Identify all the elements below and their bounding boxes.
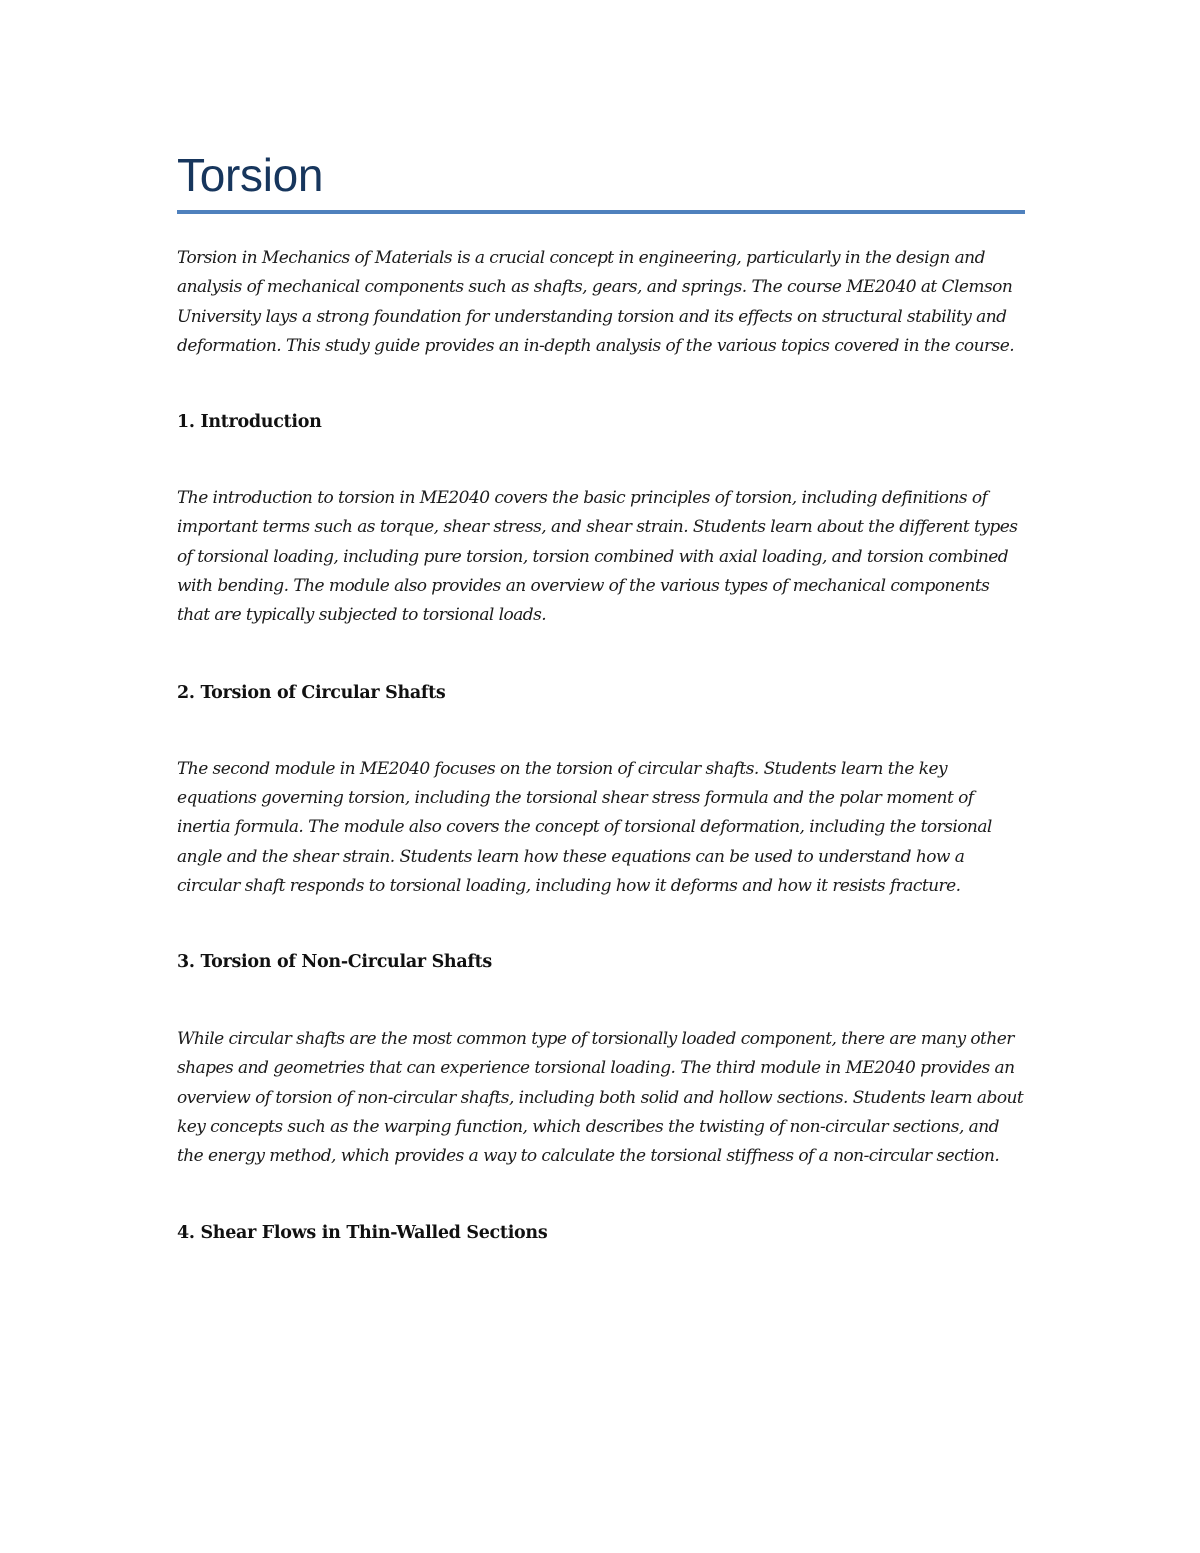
section-introduction	[177, 407, 1025, 630]
document-content	[177, 145, 1025, 1248]
document-title: Torsion	[177, 149, 324, 201]
section-body: While circular shafts are the most common type of torsionally loaded component, there are many other shapes and geometries that can experience torsional loading. The third module in ME2040 provides an overview of torsion of non-circular shafts, including both solid and hollow sections. Students learn about key concepts such as the warping function, which describes the twisting of non-circular sections, and the energy method, which provides a way to calculate the torsional stiffness of a non-circular section.	[177, 1029, 1024, 1167]
section-non-circular-shafts	[177, 947, 1025, 1171]
title-underline-rule	[177, 210, 1025, 214]
section-heading: 2. Torsion of Circular Shafts	[177, 682, 446, 703]
section-body: The introduction to torsion in ME2040 covers the basic principles of torsion, including definitions of important terms such as torque, shear stress, and shear strain. Students learn about the different types of torsional loading, including pure torsion, torsion combined with axial loading, and torsion combined with bending. The module also provides an overview of the various types of mechanical components that are typically subjected to torsional loads.	[177, 488, 1018, 626]
intro-paragraph: Torsion in Mechanics of Materials is a crucial concept in engineering, particularly in the design and analysis of mechanical components such as shafts, gears, and springs. The course ME2040 at Clemson University lays a strong foundation for understanding torsion and its effects on structural stability and deformation. This study guide provides an in-depth analysis of the various topics covered in the course.	[177, 248, 1015, 356]
section-heading: 1. Introduction	[177, 412, 322, 433]
section-body: The second module in ME2040 focuses on the torsion of circular shafts. Students learn the key equations governing torsion, including the torsional shear stress formula and the polar moment of inertia formula. The module also covers the concept of torsional deformation, including the torsional angle and the shear strain. Students learn how these equations can be used to understand how a circular shaft responds to torsional loading, including how it deforms and how it resists fracture.	[177, 758, 992, 896]
section-heading: 4. Shear Flows in Thin-Walled Sections	[177, 1222, 548, 1243]
section-heading: 3. Torsion of Non-Circular Shafts	[177, 952, 492, 973]
section-shear-flows	[177, 1218, 1025, 1248]
section-circular-shafts	[177, 678, 1025, 901]
